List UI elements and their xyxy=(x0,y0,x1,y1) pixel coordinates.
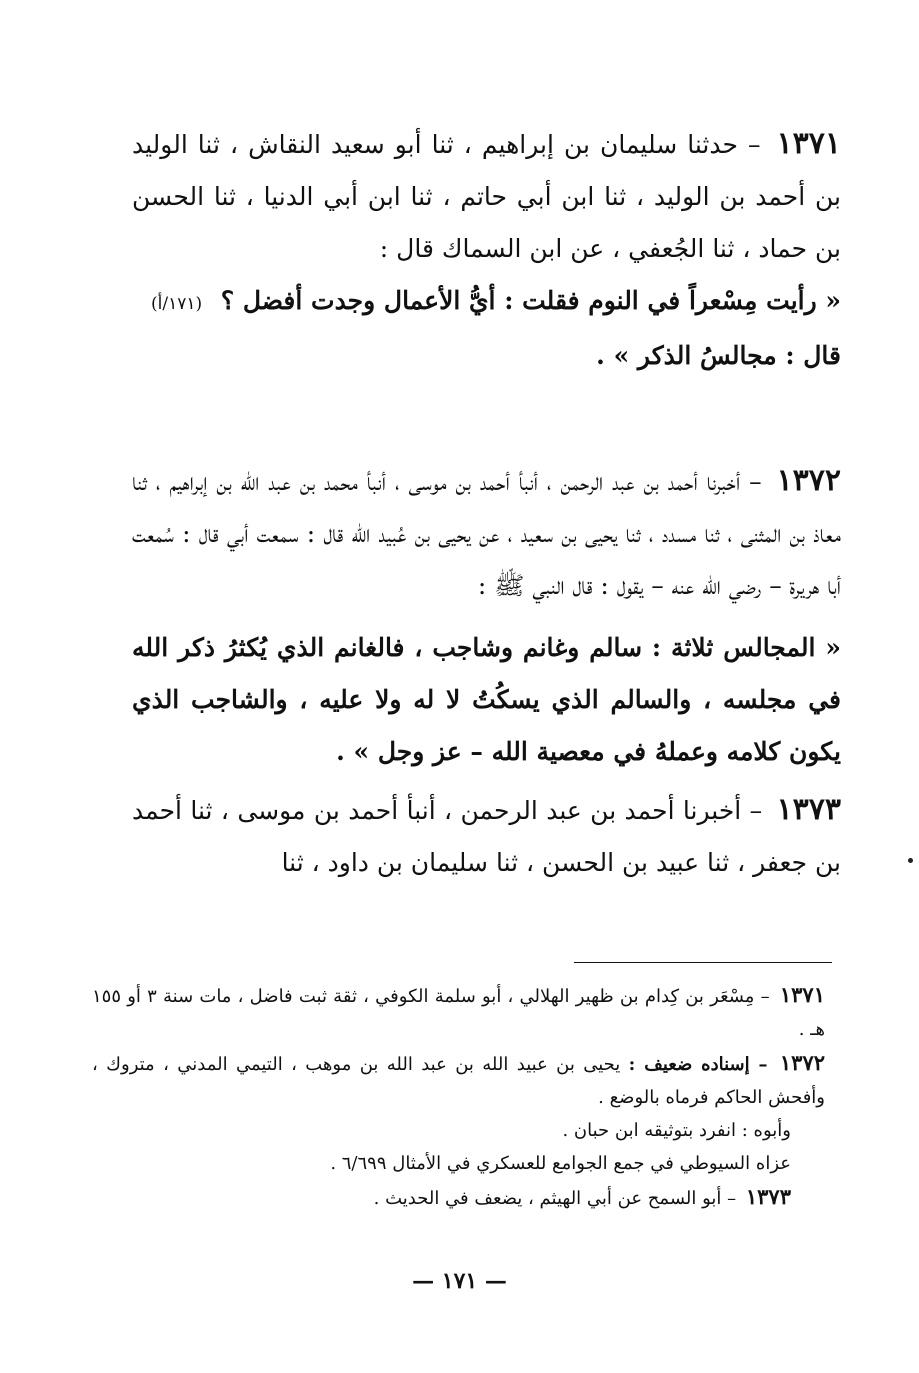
section-title xyxy=(132,388,841,449)
hadith-1371-quote xyxy=(90,275,841,330)
hadith-number: ١٣٧٣ xyxy=(776,792,841,827)
hadith-text: – أخبرنا أحمد بن عبد الرحمن ، أنبأ أحمد بن موسى ، أنبأ محمد بن عبد الله بن إبراهيم ، ثنا معاذ بن المثنى ، ثنا مسدد ، ثنا يحيى بن سعيد ، عن يحيى بن عُبيد الله قال : سمعت أبي قال : سُمعت أبا هريرة – رضي الله عنه – يقول : قال النبي ﷺ : xyxy=(132,467,841,600)
margin-dot xyxy=(908,858,913,863)
footnote-number: ١٣٧٢ xyxy=(779,1050,826,1075)
hadith-number: ١٣٧٢ xyxy=(776,463,841,498)
footnote-1373 xyxy=(92,1180,825,1215)
hadith-text: – أخبرنا أحمد بن عبد الرحمن ، أنبأ أحمد بن موسى ، ثنا أحمد بن جعفر ، ثنا عبيد بن الحسن ، ثنا سليمان بن داود ، ثنا xyxy=(132,796,841,877)
hadith-text: – حدثنا سليمان بن إبراهيم ، ثنا أبو سعيد النقاش ، ثنا الوليد بن أحمد بن الوليد ، ثنا ابن أبي حاتم ، ثنا ابن أبي الدنيا ، ثنا الحسن بن حماد ، ثنا الجُعفي ، عن ابن السماك قال : xyxy=(132,130,841,263)
footnote-1372-line: عزاه السيوطي في جمع الجوامع للعسكري في الأمثال ٦/٦٩٩ . xyxy=(330,1153,791,1174)
quote-text: قال : مجالسُ الذكر » . xyxy=(596,341,841,370)
footnote-text: يحيى بن عبيد الله بن عبد الله بن موهب ، التيمي المدني ، متروك ، وأفحش الحاكم فرماه بالوضع . xyxy=(92,1054,825,1108)
hadith-number: ١٣٧١ xyxy=(776,126,841,161)
footnote-text: – مِسْعَر بن كِدام بن ظهير الهلالي ، أبو سلمة الكوفي ، ثقة ثبت فاضل ، مات سنة ٣ أو ١٥٥ هـ . xyxy=(92,986,825,1040)
page-number: — ١٧١ — xyxy=(412,1268,507,1294)
footnotes-block xyxy=(92,978,825,1215)
hadith-1372 xyxy=(132,455,841,612)
quote-text: « رأيت مِسْعراً في النوم فقلت : أيُّ الأعمال وجدت أفضل ؟ xyxy=(220,286,841,315)
footnote-1371 xyxy=(92,978,825,1046)
hadith-1371 xyxy=(132,118,841,275)
folio-marker: (١٧١/أ) xyxy=(150,294,203,314)
hadith-1373 xyxy=(132,784,841,889)
footnote-number: ١٣٧١ xyxy=(779,982,825,1007)
footnote-text: – أبو السمح عن أبي الهيثم ، يضعف في الحديث . xyxy=(373,1188,737,1209)
hadith-1371-quote-end xyxy=(132,330,841,382)
hadith-1372-quote: « المجالس ثلاثة : سالم وغانم وشاجب ، فالغانم الذي يُكثرُ ذكر الله في مجلسه ، والسالم الذي يسكُتُ لا له ولا عليه ، والشاجب الذي يكون كلامه وعملهُ في معصية الله – عز وجل » . xyxy=(132,633,841,766)
footnote-1372-line: وأبوه : انفرد بتوثيقه ابن حبان . xyxy=(562,1120,791,1141)
footnote-separator xyxy=(574,962,832,963)
main-text-block xyxy=(132,118,841,889)
footnote-number: ١٣٧٣ xyxy=(745,1184,791,1209)
footnote-label: – إسناده ضعيف : xyxy=(628,1054,768,1075)
footnote-1372 xyxy=(92,1046,825,1114)
